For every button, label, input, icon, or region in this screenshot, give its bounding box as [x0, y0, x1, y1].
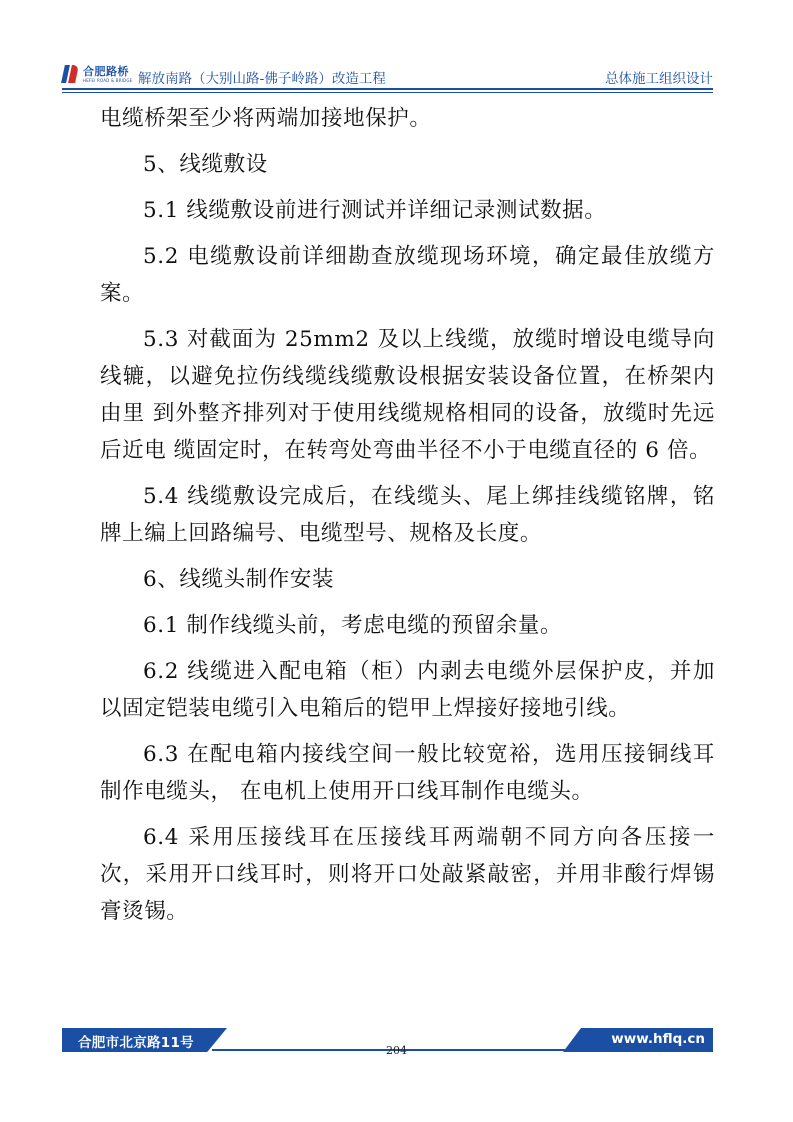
paragraph: 5.1 线缆敷设前进行测试并详细记录测试数据。 [143, 198, 607, 223]
paragraph: 6.1 制作线缆头前，考虑电缆的预留余量。 [143, 613, 563, 638]
page-header [62, 58, 713, 92]
footer-address: 合肥市北京路11号 [78, 1035, 194, 1051]
section-heading: 6、线缆头制作安装 [143, 567, 335, 592]
logo-subtext: HEFEI ROAD & BRIDGE [83, 77, 133, 83]
paragraph: 6.3 在配电箱内接线空间一般比较宽裕，选用压接铜线耳制作电缆头， 在电机上使用开口线耳制作电缆头。 [100, 742, 715, 804]
paragraph: 5.3 对截面为 25mm2 及以上线缆，放缆时增设电缆导向线辘，以避免拉伤线缆线缆敷设根据安装设备位置，在桥架内由里 到外整齐排列对于使用线缆规格相同的设备，放缆时先远后近电 缆固定时，在转弯处弯曲半径不小于电缆直径的 6 倍。 [100, 327, 715, 463]
page-number: 204 [386, 1044, 407, 1057]
footer-website: www.hflq.cn [611, 1031, 705, 1047]
project-title: 解放南路（大别山路-佛子岭路）改造工程 [138, 71, 386, 87]
paragraph: 6.2 线缆进入配电箱（柜）内剥去电缆外层保护皮，并加以固定铠装电缆引入电箱后的铠甲上焊接好接地引线。 [100, 659, 715, 721]
company-logo [62, 62, 132, 86]
paragraph: 6.4 采用压接线耳在压接线耳两端朝不同方向各压接一次，采用开口线耳时，则将开口处敲紧敲密，并用非酸行焊锡膏烫锡。 [100, 825, 715, 924]
section-heading: 5、线缆敷设 [143, 152, 268, 177]
paragraph: 5.2 电缆敷设前详细勘查放缆现场环境，确定最佳放缆方案。 [100, 244, 715, 306]
paragraph: 电缆桥架至少将两端加接地保护。 [100, 106, 432, 131]
logo-text: 合肥路桥 [83, 64, 129, 78]
paragraph: 5.4 线缆敷设完成后，在线缆头、尾上绑挂线缆铭牌，铭牌上编上回路编号、电缆型号、规格及长度。 [100, 484, 715, 546]
header-rule-thin [62, 92, 713, 93]
document-title: 总体施工组织设计 [605, 71, 713, 87]
page-body [100, 100, 715, 939]
logo-icon [62, 63, 80, 85]
header-rule [62, 88, 713, 90]
